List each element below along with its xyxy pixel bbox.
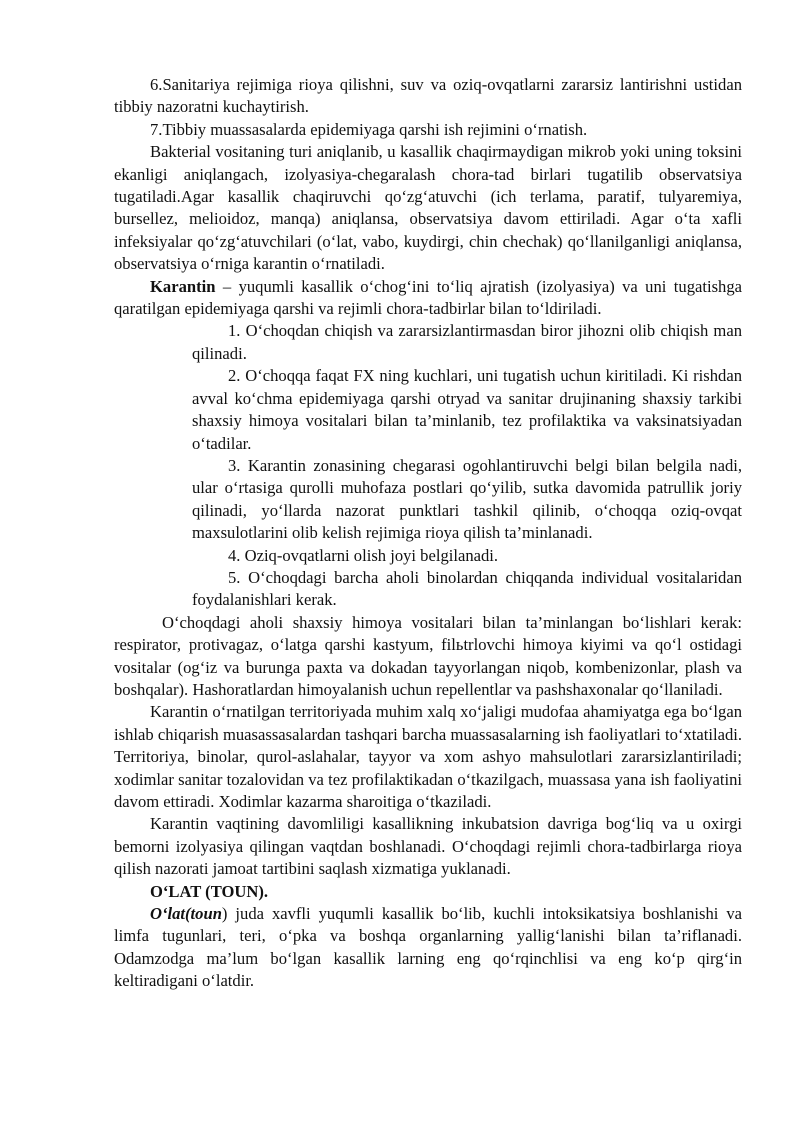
paragraph-observation: Bakterial vositaning turi aniqlanib, u kasallik chaqirmaydigan mikrob yoki uning toksini ekanligi aniqlangach, izolyasiya-chegaralash chora-tad birlari tugatilib observatsiya tugatiladi.Agar kasallik chaqiruvchi qo‘zg‘atuvchi (ich terlama, paratif, tulyaremiya, bursellez, melioidoz, manqa) aniqlansa, observatsiya davom ettiriladi. Agar o‘ta xafli infeksiyalar qo‘zg‘atuvchilari (o‘lat, vabo, kuydirgi, chin chechak) qo‘llanilganligi aniqlansa, observatsiya o‘rniga karantin o‘rnatiladi. <box>114 142 742 274</box>
term-olat: O‘lat(toun <box>150 904 222 924</box>
olat-definition-text: ) juda xavfli yuqumli kasallik bo‘lib, kuchli intoksikatsiya boshlanishi va limfa tugunlari, teri, o‘pka va boshqa organlarning yallig‘lanishi bilan ta’riflanadi. Odamzodga ma’lum bo‘lgan kasallik larning eng qo‘rqinchlisi va eng ko‘p qirg‘in keltiradigani o‘latdir. <box>114 904 742 991</box>
list-item: 3. Karantin zonasining chegarasi ogohlantiruvchi belgi bilan belgila nadi, ular o‘rtasiga qurolli muhofaza postlari qo‘yilib, sutka davomida patrullik joriy qilinadi, yo‘llarda nazorat punktlari tashkil qilinib, o‘choqqa oziq-ovqat maxsulotlarini olib kelish rejimiga rioya qilish ta’minlanadi. <box>192 455 742 543</box>
section-heading-olat: O‘LAT (TOUN). <box>150 881 269 901</box>
list-item: 2. O‘choqqa faqat FX ning kuchlari, uni tugatish uchun kiritiladi. Ki rishdan avval ko‘chma epidemiyaga qarshi otryad va sanitar drujinaning shaxsiy tarkibi shaxsiy himoya vositalari bilan ta’minlanib, tez profilaktika va vaksinatsiyadan o‘tadilar. <box>192 366 742 453</box>
term-karantin: Karantin <box>150 276 216 296</box>
paragraph-protection-means: O‘choqdagi aholi shaxsiy himoya vositalari bilan ta’minlangan bo‘lishlari kerak: respirator, protivagaz, o‘latga qarshi kastyum, filьtrlovchi himoya kiyimi va qo‘l ostidagi vositalar (og‘iz va burunga paxta va dokadan tayyorlangan niqob, kombenizonlar, plash va boshqalar). Hashoratlardan himoyalanish uchun repellentlar va pashshaxonalar qo‘llaniladi. <box>114 612 742 699</box>
paragraph-olat-definition <box>114 903 742 993</box>
paragraph-karantin-definition <box>114 276 742 321</box>
paragraph-medical-regime: 7.Tibbiy muassasalarda epidemiyaga qarshi ish rejimini o‘rnatish. <box>150 119 588 139</box>
document-page <box>114 74 742 993</box>
list-item: 5. O‘choqdagi barcha aholi binolardan chiqqanda individual vositalaridan foydalanishlari kerak. <box>192 567 742 610</box>
paragraph-territory: Karantin o‘rnatilgan territoriyada muhim xalq xo‘jaligi mudofaa ahamiyatga ega bo‘lgan ishlab chiqarish muasassasalardan tashqari barcha muassasalarning ish faoliyatlari to‘xtatiladi. Territoriya, binolar, qurol-aslahalar, tayyor va xom ashyo mahsulotlari zararsizlantiriladi; xodimlar sanitar tozalovidan va tez profilaktikadan o‘tkazilgach, muassasa yana ish faoliyatini davom ettiradi. Xodimlar kazarma sharoitiga o‘tkaziladi. <box>114 702 742 811</box>
list-item: 1. O‘choqdan chiqish va zararsizlantirmasdan biror jihozni olib chiqish man qilinadi. <box>192 321 742 363</box>
list-item: 4. Oziq-ovqatlarni olish joyi belgilanadi. <box>228 545 499 565</box>
paragraph-sanitation: 6.Sanitariya rejimiga rioya qilishni, suv va oziq-ovqatlarni zararsiz lantirishni ustidan tibbiy nazoratni kuchaytirish. <box>114 75 742 117</box>
paragraph-duration: Karantin vaqtining davomliligi kasallikning inkubatsion davriga bog‘liq va u oxirgi bemorni izolyasiya qilingan vaqtdan boshlanadi. O‘choqdagi rejimli chora-tadbirlarga rioya qilish nazorati jamoat tartibini saqlash xizmatiga yuklanadi. <box>114 814 742 879</box>
karantin-measures-list <box>192 320 742 611</box>
karantin-definition-text: – yuqumli kasallik o‘chog‘ini to‘liq ajratish (izolyasiya) va uni tugatishga qaratilgan epidemiyaga qarshi va rejimli chora-tadbirlar bilan to‘ldiriladi. <box>114 276 742 319</box>
